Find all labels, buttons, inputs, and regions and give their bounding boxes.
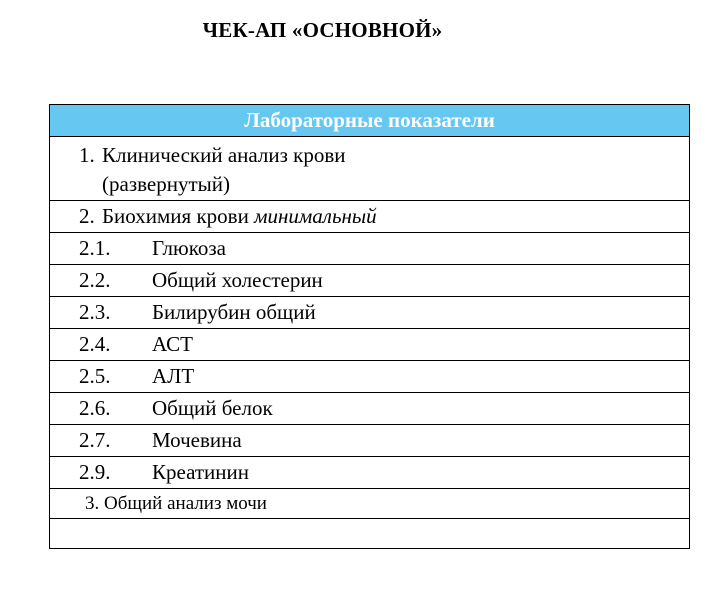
table-row	[50, 393, 690, 425]
table-row	[50, 489, 690, 519]
lab-indicators-table	[49, 104, 690, 549]
table-row	[50, 297, 690, 329]
table-row	[50, 329, 690, 361]
sub-item-number: 2.2.	[79, 268, 111, 292]
sub-item-number: 2.3.	[79, 300, 111, 324]
empty-cell	[50, 519, 690, 549]
item-number: 1.	[79, 142, 95, 167]
sub-item-text: Мочевина	[152, 428, 242, 452]
sub-item-text: Общий белок	[152, 396, 273, 420]
table-row	[50, 425, 690, 457]
sub-item-text: Билирубин общий	[152, 300, 316, 324]
page-title: ЧЕК-АП «ОСНОВНОЙ»	[202, 18, 443, 42]
table-header-row	[50, 105, 690, 137]
sub-item-number: 2.6.	[79, 396, 111, 420]
table-row	[50, 137, 690, 201]
sub-item-number: 2.9.	[79, 460, 111, 484]
item-text	[102, 141, 346, 199]
sub-item-text: АЛТ	[152, 364, 195, 388]
item-text: 3. Общий анализ мочи	[85, 492, 267, 514]
sub-item-number: 2.1.	[79, 236, 111, 260]
item-text	[102, 204, 377, 229]
sub-item-number: 2.7.	[79, 428, 111, 452]
table-row	[50, 201, 690, 233]
item-number: 2.	[79, 204, 95, 228]
item-note: минимальный	[254, 204, 377, 228]
table-row	[50, 233, 690, 265]
item-text-line2: (развернутый)	[102, 171, 230, 196]
table-row	[50, 265, 690, 297]
sub-item-text: Глюкоза	[152, 236, 226, 260]
table-row-empty	[50, 519, 690, 549]
sub-item-text: Общий холестерин	[152, 268, 323, 292]
item-text-line1: Клинический анализ крови	[102, 142, 346, 167]
sub-item-text: АСТ	[152, 332, 193, 356]
item-text-main: Биохимия крови	[102, 204, 249, 228]
sub-item-text: Креатинин	[152, 460, 249, 484]
sub-item-number: 2.5.	[79, 364, 111, 388]
table-row	[50, 361, 690, 393]
sub-item-number: 2.4.	[79, 332, 111, 356]
table-header: Лабораторные показатели	[50, 105, 690, 137]
table-row	[50, 457, 690, 489]
